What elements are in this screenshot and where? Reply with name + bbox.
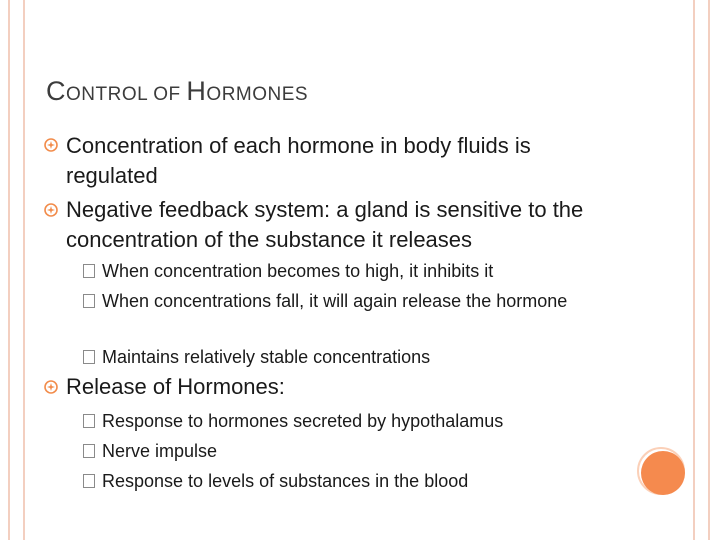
bullet-flower-icon (44, 380, 58, 394)
bullet-flower-icon (44, 203, 58, 217)
sub-bullet-item: Maintains relatively stable concentrations (83, 343, 583, 371)
bullet-item: Concentration of each hormone in body fluids is regulated (66, 133, 531, 188)
sub-bullet-item: When concentrations fall, it will again release the hormone (83, 287, 573, 315)
decorative-circle (641, 451, 685, 495)
left-decorative-frame (8, 0, 25, 540)
bullet-item: Negative feedback system: a gland is sensitive to the concentration of the substance it releases (66, 197, 584, 252)
bullet-flower-icon (44, 138, 58, 152)
sub-bullet-item: Response to hormones secreted by hypothalamus (83, 407, 583, 435)
sub-bullet-item: Nerve impulse (83, 437, 583, 465)
checkbox-icon (83, 350, 95, 364)
checkbox-icon (83, 414, 95, 428)
checkbox-icon (83, 444, 95, 458)
checkbox-icon (83, 474, 95, 488)
right-decorative-frame (693, 0, 710, 540)
bullet-item: Release of Hormones: (66, 374, 285, 399)
slide-title: CONTROL OF HORMONES (46, 76, 309, 106)
sub-bullet-item: Response to levels of substances in the blood (83, 467, 583, 495)
sub-bullet-item: When concentration becomes to high, it inhibits it (83, 257, 583, 285)
checkbox-icon (83, 264, 95, 278)
checkbox-icon (83, 294, 95, 308)
